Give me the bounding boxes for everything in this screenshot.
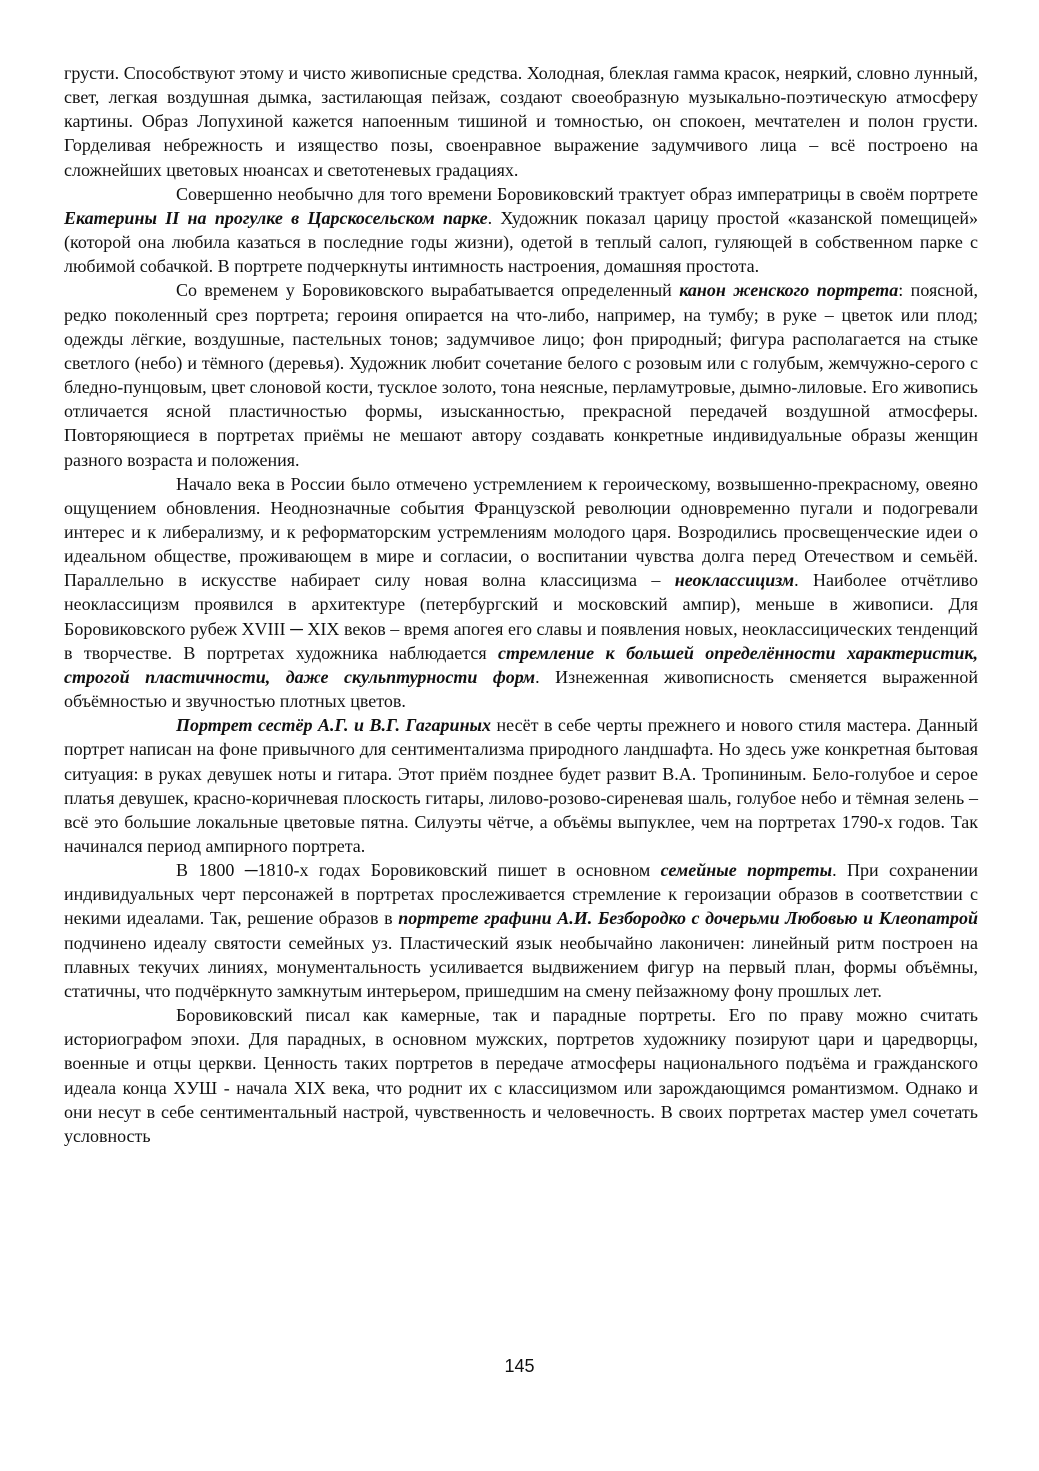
emphasized-term: семейные портреты (660, 860, 833, 881)
emphasized-term: канон женского портрета (679, 280, 899, 301)
paragraph-text: : поясной, редко поколенный срез портрета; героиня опирается на что-либо, например, на тумбу; в руке – цветок или плод; одежды лёгкие, воздушные, пастельных тонов; задумчивое лицо; фон природный; фигура располагается на стыке светлого (небо) и тёмного (деревья). Художник любит сочетание белого с розовым или с голубым, жемчужно-серого с бледно-пунцовым, цвет слоновой кости, тусклое золото, тона неясные, перламутровые, дымно-лиловые. Его живопись отличается ясной пластичностью формы, изысканностью, прекрасной передачей воздушной атмосферы. Повторяющиеся в портретах приёмы не мешают автору создавать конкретные индивидуальные образы женщин разного возраста и положения. (64, 280, 979, 470)
paragraph-text: Совершенно необычно для того времени Боровиковский трактует образ императрицы в своём портрете (176, 183, 978, 204)
page-number: 145 (504, 1356, 535, 1376)
paragraph (64, 182, 978, 279)
emphasized-title: Екатерины II на прогулке в Царскосельском парке (64, 207, 488, 228)
paragraph-text: . Изнеженная живописность сменяется выраженной объёмностью и звучностью плотных цветов. (64, 666, 978, 712)
paragraph-text: подчинено идеалу святости семейных уз. Пластический язык необычайно лаконичен: линейный ритм построен на плавных текучих линиях, монументальность усиливается выдвижением фигур на первый план, формы объёмны, статичны, что подчёркнуто замкнутым интерьером, пришедшим на смену пейзажному фону прошлых лет. (64, 932, 978, 1001)
emphasized-term: неоклассицизм (674, 570, 795, 591)
page-body (64, 61, 978, 1148)
paragraph-text: грусти. Способствуют этому и чисто живописные средства. Холодная, блеклая гамма красок, неяркий, словно лунный, свет, легкая воздушная дымка, застилающая пейзаж, создают своеобразную музыкально-поэтическую атмосферу картины. Образ Лопухиной кажется напоенным тишиной и томностью, он спокоен, мечтателен и полон грусти. Горделивая небрежность и изящество позы, своенравное выражение задумчивого лица – всё построено на сложнейших цветовых нюансах и светотеневых градациях. (64, 63, 978, 180)
paragraph-text: . Художник показал царицу простой «казанской помещицей» (которой она любила казаться в последние годы жизни), одетой в теплый салоп, гуляющей в собственном парке с любимой собачкой. В портрете подчеркнуты интимность настроения, домашняя простота. (64, 207, 979, 277)
emphasized-term: стремление к большей определённости характеристик, строгой пластичности, даже скульптурности форм (64, 642, 978, 687)
paragraph-text: В 1800 ─1810-х годах Боровиковский пишет в основном (176, 860, 661, 881)
paragraph-text: Со временем у Боровиковского вырабатывается определенный (176, 280, 680, 301)
emphasized-title: Портрет сестёр А.Г. и В.Г. Гагариных (176, 715, 492, 736)
paragraph (64, 61, 978, 182)
paragraph-text: Начало века в России было отмечено устремлением к героическому, возвышенно-прекрасному, овеяно ощущением обновления. Неоднозначные события Французской революции одновременно пугали и подогревали интерес и к либерализму, и к реформаторским устремлениям молодого царя. Возродились просвещенческие идеи о идеальном обществе, проживающем в мире и согласии, о воспитании чувства долга перед Отечеством и семьёй. Параллельно в искусстве набирает силу новая волна классицизма – (64, 473, 978, 591)
paragraph (64, 713, 978, 858)
paragraph-text: . Наиболее отчётливо неоклассицизм проявился в архитектуре (петербургский и московский ампир), меньше в живописи. Для Боровиковского рубеж XVIII ─ XIX веков – время апогея его славы и появления новых, неоклассицических тенденций в творчестве. В портретах художника наблюдается (64, 570, 978, 663)
paragraph (64, 1003, 978, 1148)
paragraph-text: . При сохранении индивидуальных черт персонажей в портретах прослеживается стремление к героизации образов в соответствии с некими идеалами. Так, решение образов в (64, 860, 978, 929)
paragraph-text: Боровиковский писал как камерные, так и парадные портреты. Его по праву можно считать историографом эпохи. Для парадных, в основном мужских, портретов художнику позируют цари и царедворцы, военные и отцы церкви. Ценность таких портретов в передаче атмосферы национального подъёма и гражданского идеала конца ХУШ - начала XIX века, что роднит их с классицизмом или зарождающимся романтизмом. Однако и они несут в себе сентиментальный настрой, чувственность и человечность. В своих портретах мастер умел сочетать условность (64, 1005, 978, 1146)
paragraph (64, 278, 978, 471)
paragraph-text: несёт в себе черты прежнего и нового стиля мастера. Данный портрет написан на фоне привычного для сентиментализма природного ландшафта. Но здесь уже конкретная бытовая ситуация: в руках девушек ноты и гитара. Этот приём позднее будет развит В.А. Тропининым. Бело-голубое и серое платья девушек, красно-коричневая плоскость гитары, лилово-розово-сиреневая шаль, голубое небо и тёмная зелень – всё это большие локальные цветовые пятна. Силуэты чётче, а объёмы выпуклее, чем на портретах 1790-х годов. Так начинался период ампирного портрета. (64, 715, 978, 856)
paragraph (64, 858, 978, 1003)
emphasized-title: портрете графини А.И. Безбородко с дочерьми Любовью и Клеопатрой (398, 908, 978, 929)
paragraph (64, 472, 978, 714)
